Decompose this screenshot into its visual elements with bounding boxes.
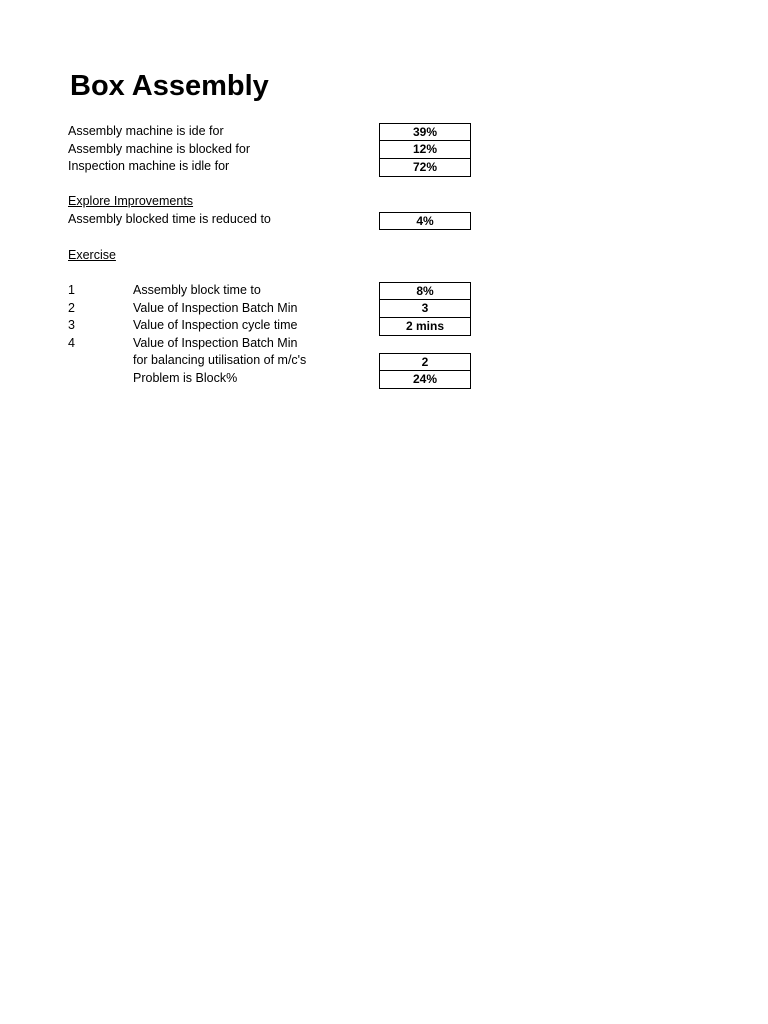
exercise-label: Problem is Block% [133, 371, 238, 385]
summary-label: Assembly machine is ide for [68, 124, 224, 138]
exercise-label: Value of Inspection cycle time [133, 318, 298, 332]
exercise-label: Assembly block time to [133, 283, 261, 297]
exercise-label: for balancing utilisation of m/c's [133, 353, 307, 367]
summary-value-cell: 72% [379, 159, 471, 177]
exercise-value-cell: 3 [379, 300, 471, 318]
exercise-number: 2 [68, 301, 75, 315]
improvements-value-cell: 4% [379, 212, 471, 230]
summary-label: Inspection machine is idle for [68, 159, 230, 173]
exercise-value-cell: 2 [379, 353, 471, 371]
page-title: Box Assembly [70, 70, 269, 102]
exercise-number: 4 [68, 336, 75, 350]
summary-value-cell: 12% [379, 141, 471, 159]
exercise-heading: Exercise [68, 248, 116, 262]
exercise-value-cell: 2 mins [379, 318, 471, 336]
exercise-number: 3 [68, 318, 75, 332]
exercise-number: 1 [68, 283, 75, 297]
exercise-label: Value of Inspection Batch Min [133, 336, 298, 350]
exercise-value-cell: 8% [379, 282, 471, 300]
summary-label: Assembly machine is blocked for [68, 142, 251, 156]
summary-value-cell: 39% [379, 123, 471, 141]
improvements-label: Assembly blocked time is reduced to [68, 212, 271, 226]
improvements-heading: Explore Improvements [68, 194, 194, 208]
exercise-label: Value of Inspection Batch Min [133, 301, 298, 315]
exercise-value-cell: 24% [379, 371, 471, 389]
